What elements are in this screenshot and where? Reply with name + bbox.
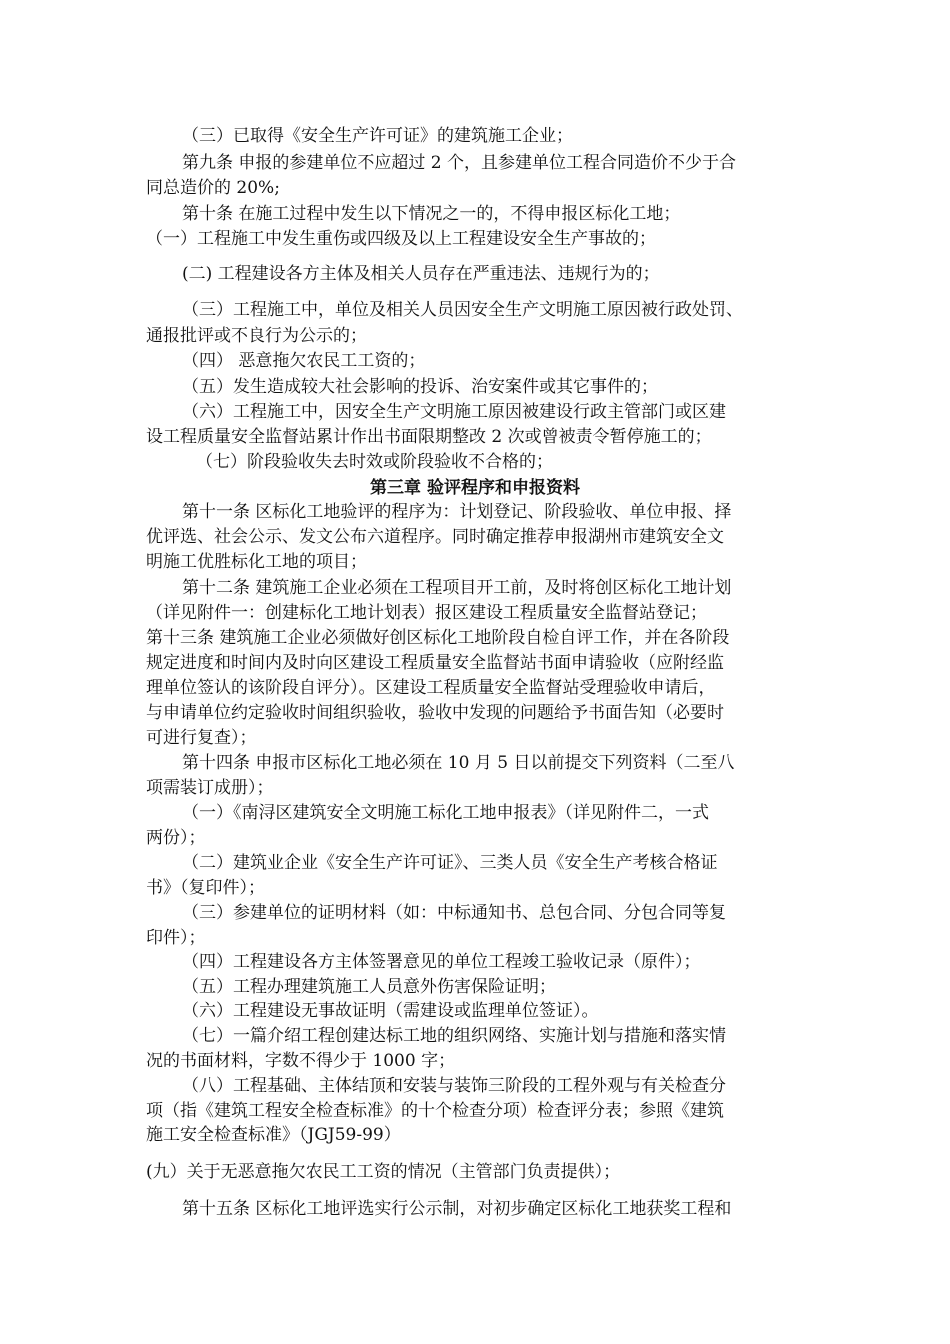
text-line: （三）工程施工中，单位及相关人员因安全生产文明施工原因被行政处罚、 (182, 300, 743, 320)
text-line: 项需装订成册）； (146, 778, 274, 798)
text-line: （一）《南浔区建筑安全文明施工标化工地申报表》（详见附件二，一式 (182, 803, 709, 823)
text-line: （五）发生造成较大社会影响的投诉、治安案件或其它事件的； (182, 377, 658, 397)
text-line: （二）建筑业企业《安全生产许可证》、三类人员《安全生产考核合格证 (182, 853, 718, 873)
text-line: 第九条 申报的参建单位不应超过 2 个，且参建单位工程合同造价不少于合 (182, 153, 737, 173)
text-line: （一）工程施工中发生重伤或四级及以上工程建设安全生产事故的； (146, 229, 656, 249)
text-line: 第十四条 申报市区标化工地必须在 10 月 5 日以前提交下列资料（二至八 (182, 753, 735, 773)
text-line: （四）工程建设各方主体签署意见的单位工程竣工验收记录（原件）； (182, 952, 701, 972)
text-line: (九）关于无恶意拖欠农民工工资的情况（主管部门负责提供）； (146, 1162, 621, 1182)
text-line: （八）工程基础、主体结顶和安装与装饰三阶段的工程外观与有关检查分 (182, 1076, 726, 1096)
text-line: 况的书面材料，字数不得少于 1000 字； (146, 1051, 456, 1071)
text-line: （三）参建单位的证明材料（如：中标通知书、总包合同、分包合同等复 (182, 903, 726, 923)
text-line: 通报批评或不良行为公示的； (146, 326, 367, 346)
text-line: （三）已取得《安全生产许可证》的建筑施工企业； (182, 126, 573, 146)
text-line: 可进行复查）； (146, 728, 257, 748)
text-line: （详见附件一：创建标化工地计划表）报区建设工程质量安全监督站登记； (146, 603, 707, 623)
text-line: （五）工程办理建筑施工人员意外伤害保险证明； (182, 977, 556, 997)
text-line: 理单位签认的该阶段自评分）。区建设工程质量安全监督站受理验收申请后， (146, 678, 716, 698)
text-line: (二) 工程建设各方主体及相关人员存在严重违法、违规行为的； (182, 264, 660, 284)
chapter-heading: 第三章 验评程序和申报资料 (370, 478, 580, 498)
text-line: （七）阶段验收失去时效或阶段验收不合格的； (196, 452, 553, 472)
text-line: 项（指《建筑工程安全检查标准》的十个检查分项）检查评分表；参照《建筑 (146, 1101, 724, 1121)
text-line: 印件）； (146, 928, 206, 948)
text-line: （六）工程施工中，因安全生产文明施工原因被建设行政主管部门或区建 (182, 402, 726, 422)
text-line: 施工安全检查标准》（JGJ59-99） (146, 1125, 401, 1145)
text-line: （四） 恶意拖欠农民工工资的； (182, 351, 426, 371)
text-line: （七）一篇介绍工程创建达标工地的组织网络、实施计划与措施和落实情 (182, 1026, 726, 1046)
text-line: 规定进度和时间内及时向区建设工程质量安全监督站书面申请验收（应附经监 (146, 653, 724, 673)
text-line: 第十五条 区标化工地评选实行公示制，对初步确定区标化工地获奖工程和 (182, 1199, 732, 1219)
text-line: 同总造价的 20%; (146, 178, 280, 198)
text-line: 明施工优胜标化工地的项目； (146, 552, 367, 572)
text-line: 优评选、社会公示、发文公布六道程序。同时确定推荐申报湖州市建筑安全文 (146, 527, 724, 547)
text-line: 第十一条 区标化工地验评的程序为：计划登记、阶段验收、单位申报、择 (182, 502, 732, 522)
text-line: 与申请单位约定验收时间组织验收，验收中发现的问题给予书面告知（必要时 (146, 703, 724, 723)
text-line: 第十三条 建筑施工企业必须做好创区标化工地阶段自检自评工作，并在各阶段 (146, 628, 730, 648)
text-line: 第十条 在施工过程中发生以下情况之一的，不得申报区标化工地； (182, 204, 681, 224)
text-line: （六）工程建设无事故证明（需建设或监理单位签证）。 (182, 1001, 599, 1021)
text-line: 第十二条 建筑施工企业必须在工程项目开工前，及时将创区标化工地计划 (182, 578, 732, 598)
text-line: 书》（复印件）； (146, 878, 265, 898)
text-line: 两份）； (146, 828, 206, 848)
text-line: 设工程质量安全监督站累计作出书面限期整改 2 次或曾被责令暂停施工的； (146, 427, 712, 447)
